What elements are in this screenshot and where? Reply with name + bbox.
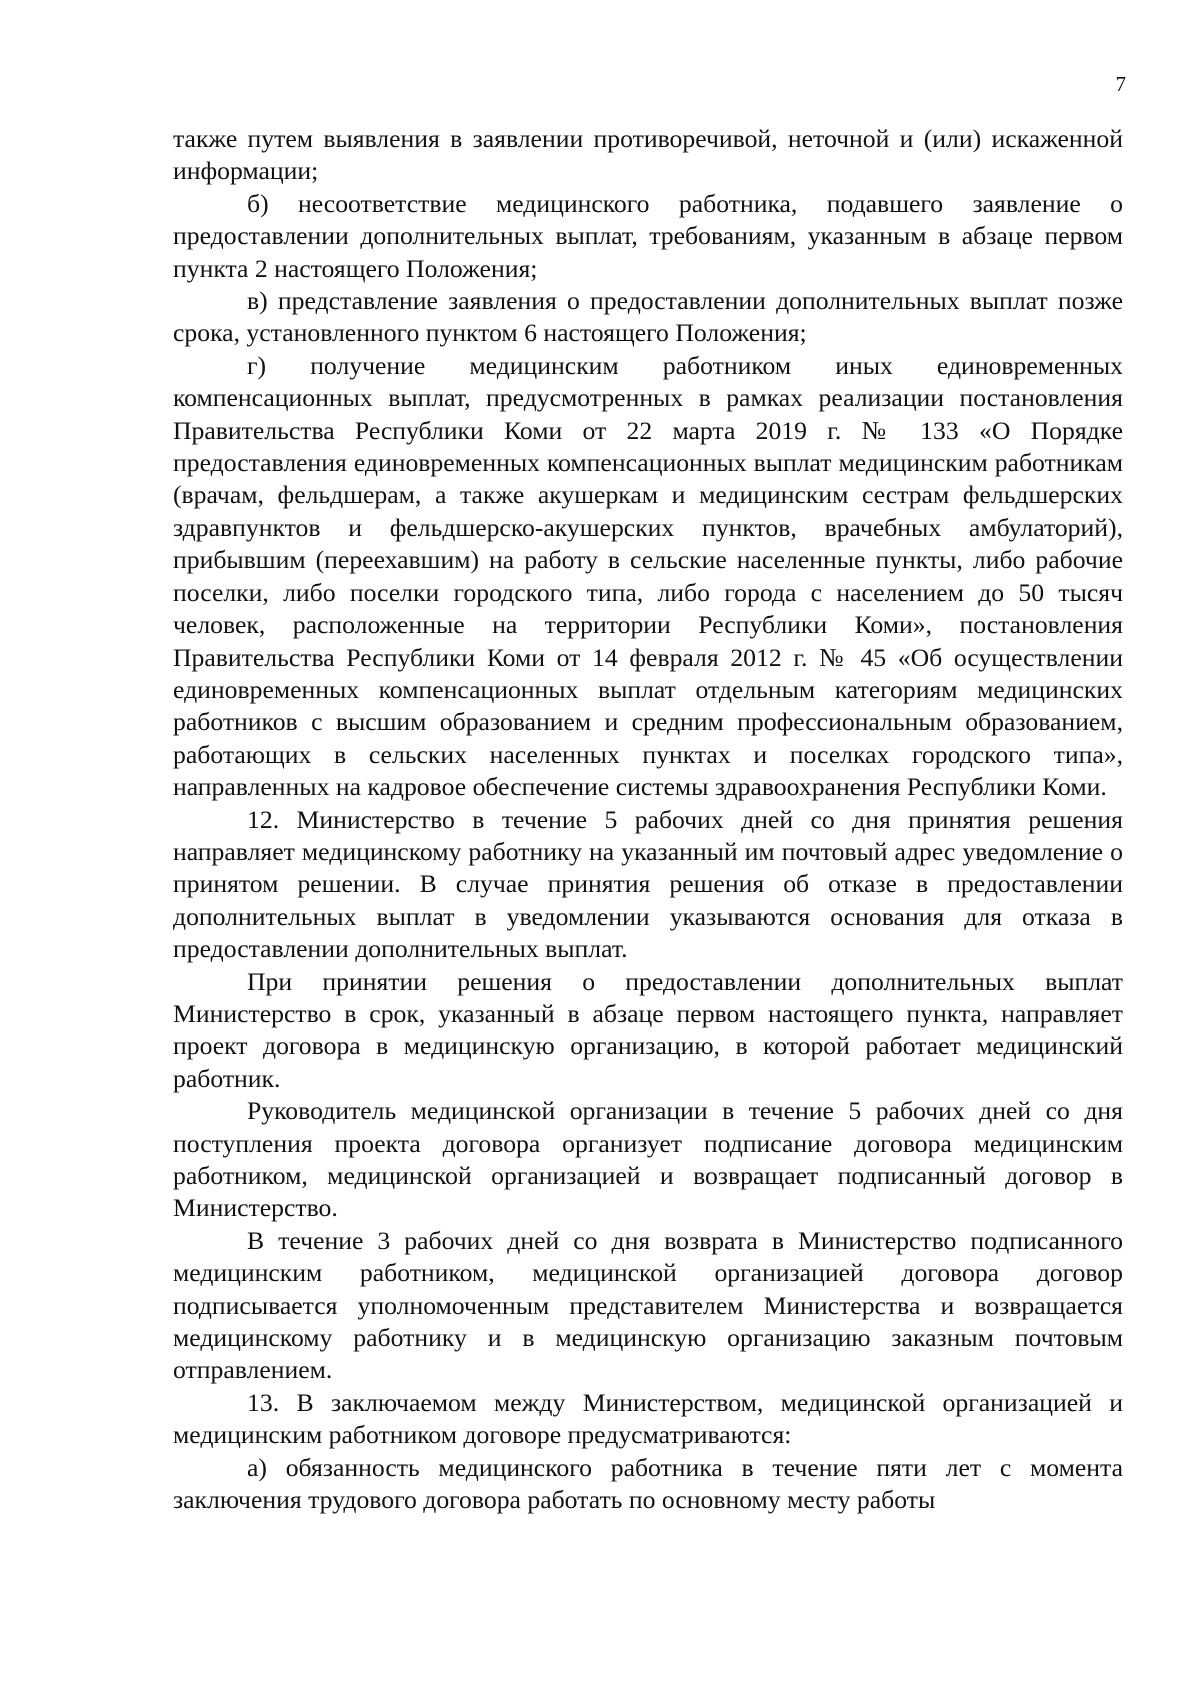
paragraph-point-13-item-a: а) обязанность медицинского работника в течение пяти лет с момента заключения трудового договора работать по основному месту работы — [173, 1452, 1123, 1515]
document-body — [173, 123, 1123, 1516]
paragraph-point-12-head: Руководитель медицинской организации в течение 5 рабочих дней со дня поступления проекта договора организует подписание договора медицинским работником, медицинской организацией и возвращает подписанный договор в Министерство. — [173, 1096, 1123, 1223]
paragraph-item-g: г) получение медицинским работником иных единовременных компенсационных выплат, предусмотренных в рамках реализации постановления Правительства Республики Коми от 22 марта 2019 г. № 133 «О Порядке предоставления единовременных компенсационных выплат медицинским работникам (врачам, фельдшерам, а также акушеркам и медицинским сестрам фельдшерских здравпунктов и фельдшерско-акушерских пунктов, врачебных амбулаторий), прибывшим (переехавшим) на работу в сельские населенные пункты, либо рабочие поселки, либо поселки городского типа, либо города с населением до 50 тысяч человек, расположенные на территории Республики Коми», постановления Правительства Республики Коми от 14 февраля 2012 г. № 45 «Об осуществлении единовременных компенсационных выплат отдельным категориям медицинских работников с высшим образованием и средним профессиональным образованием, работающих в сельских населенных пунктах и поселках городского типа», направленных на кадровое обеспечение системы здравоохранения Республики Коми. — [173, 350, 1123, 802]
page-number: 7 — [1115, 72, 1126, 96]
paragraph-point-13: 13. В заключаемом между Министерством, медицинской организацией и медицинским работником договоре предусматриваются: — [173, 1387, 1123, 1450]
paragraph-point-12-approval: При принятии решения о предоставлении дополнительных выплат Министерство в срок, указанный в абзаце первом настоящего пункта, направляет проект договора в медицинскую организацию, в которой работает медицинский работник. — [173, 966, 1123, 1093]
paragraph-continuation: также путем выявления в заявлении противоречивой, неточной и (или) искаженной информации; — [173, 124, 1123, 186]
paragraph-item-b: б) несоответствие медицинского работника, подавшего заявление о предоставлении дополнительных выплат, требованиям, указанным в абзаце первом пункта 2 настоящего Положения; — [173, 188, 1123, 283]
paragraph-point-12-return: В течение 3 рабочих дней со дня возврата в Министерство подписанного медицинским работником, медицинской организацией договора договор подписывается уполномоченным представителем Министерства и возвращается медицинскому работнику и в медицинскую организацию заказным почтовым отправлением. — [173, 1225, 1123, 1385]
paragraph-point-12: 12. Министерство в течение 5 рабочих дней со дня принятия решения направляет медицинскому работнику на указанный им почтовый адрес уведомление о принятом решении. В случае принятия решения об отказе в предоставлении дополнительных выплат в уведомлении указываются основания для отказа в предоставлении дополнительных выплат. — [173, 804, 1123, 964]
paragraph-item-v: в) представление заявления о предоставлении дополнительных выплат позже срока, установленного пунктом 6 настоящего Положения; — [173, 286, 1123, 348]
